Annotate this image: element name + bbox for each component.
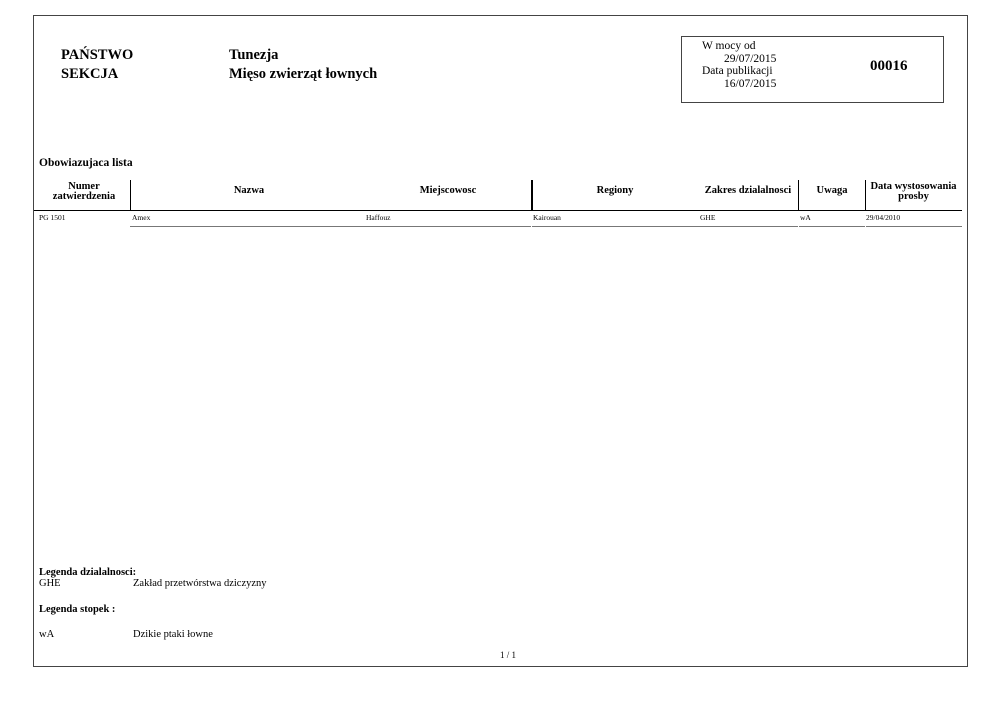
row-underline: [365, 226, 531, 227]
column-divider: [531, 180, 533, 211]
section-label: SEKCJA: [61, 66, 119, 82]
row-underline: [799, 226, 865, 227]
row-underline: [866, 226, 962, 227]
effective-date: 29/07/2015: [724, 52, 777, 65]
publication-dates: [702, 40, 776, 90]
effective-label: W mocy od: [702, 40, 756, 52]
page-number: 1 / 1: [500, 650, 517, 660]
row-underline: [698, 226, 798, 227]
list-title: Obowiazujaca lista: [39, 157, 133, 169]
column-divider: [865, 180, 866, 211]
col-header-city: Miejscowosc: [419, 185, 477, 196]
col-header-regions: Regiony: [596, 185, 634, 196]
published-label: Data publikacji: [702, 65, 773, 77]
cell-name: Amex: [132, 213, 151, 222]
publication-info-box: [681, 36, 944, 103]
col-header-request-date: Data wystosowania prosby: [870, 181, 957, 202]
column-divider: [130, 180, 131, 211]
activity-legend-title: Legenda dzialalnosci:: [39, 567, 137, 578]
header-values: [229, 46, 377, 84]
footnote-legend-title: Legenda stopek :: [39, 604, 116, 615]
header-underline: [34, 210, 962, 211]
column-divider: [798, 180, 799, 211]
header-labels: [61, 46, 133, 84]
col-header-remark: Uwaga: [816, 185, 848, 196]
cell-region: Kairouan: [533, 213, 561, 222]
footnote-legend-desc: Dzikie ptaki łowne: [133, 629, 213, 640]
document-page: [33, 15, 968, 667]
col-header-approval-number: Numer zatwierdzenia: [52, 181, 116, 202]
document-number: 00016: [870, 58, 908, 74]
col-header-name: Nazwa: [233, 185, 265, 196]
activity-legend-code: GHE: [39, 578, 61, 589]
row-underline: [532, 226, 698, 227]
cell-scope: GHE: [700, 213, 716, 222]
col-header-scope: Zakres dzialalnosci: [704, 185, 792, 196]
country-name: Tunezja: [229, 47, 279, 63]
cell-approval-number: PG 1501: [39, 213, 66, 222]
cell-request-date: 29/04/2010: [866, 213, 901, 222]
footnote-legend-code: wA: [39, 629, 55, 640]
published-date: 16/07/2015: [724, 77, 777, 90]
state-label: PAŃSTWO: [61, 47, 134, 63]
row-underline: [130, 226, 365, 227]
activity-legend-desc: Zakład przetwórstwa dziczyzny: [133, 578, 267, 589]
cell-city: Haffouz: [366, 213, 391, 222]
cell-remark: wA: [800, 213, 811, 222]
section-name: Mięso zwierząt łownych: [229, 66, 378, 82]
